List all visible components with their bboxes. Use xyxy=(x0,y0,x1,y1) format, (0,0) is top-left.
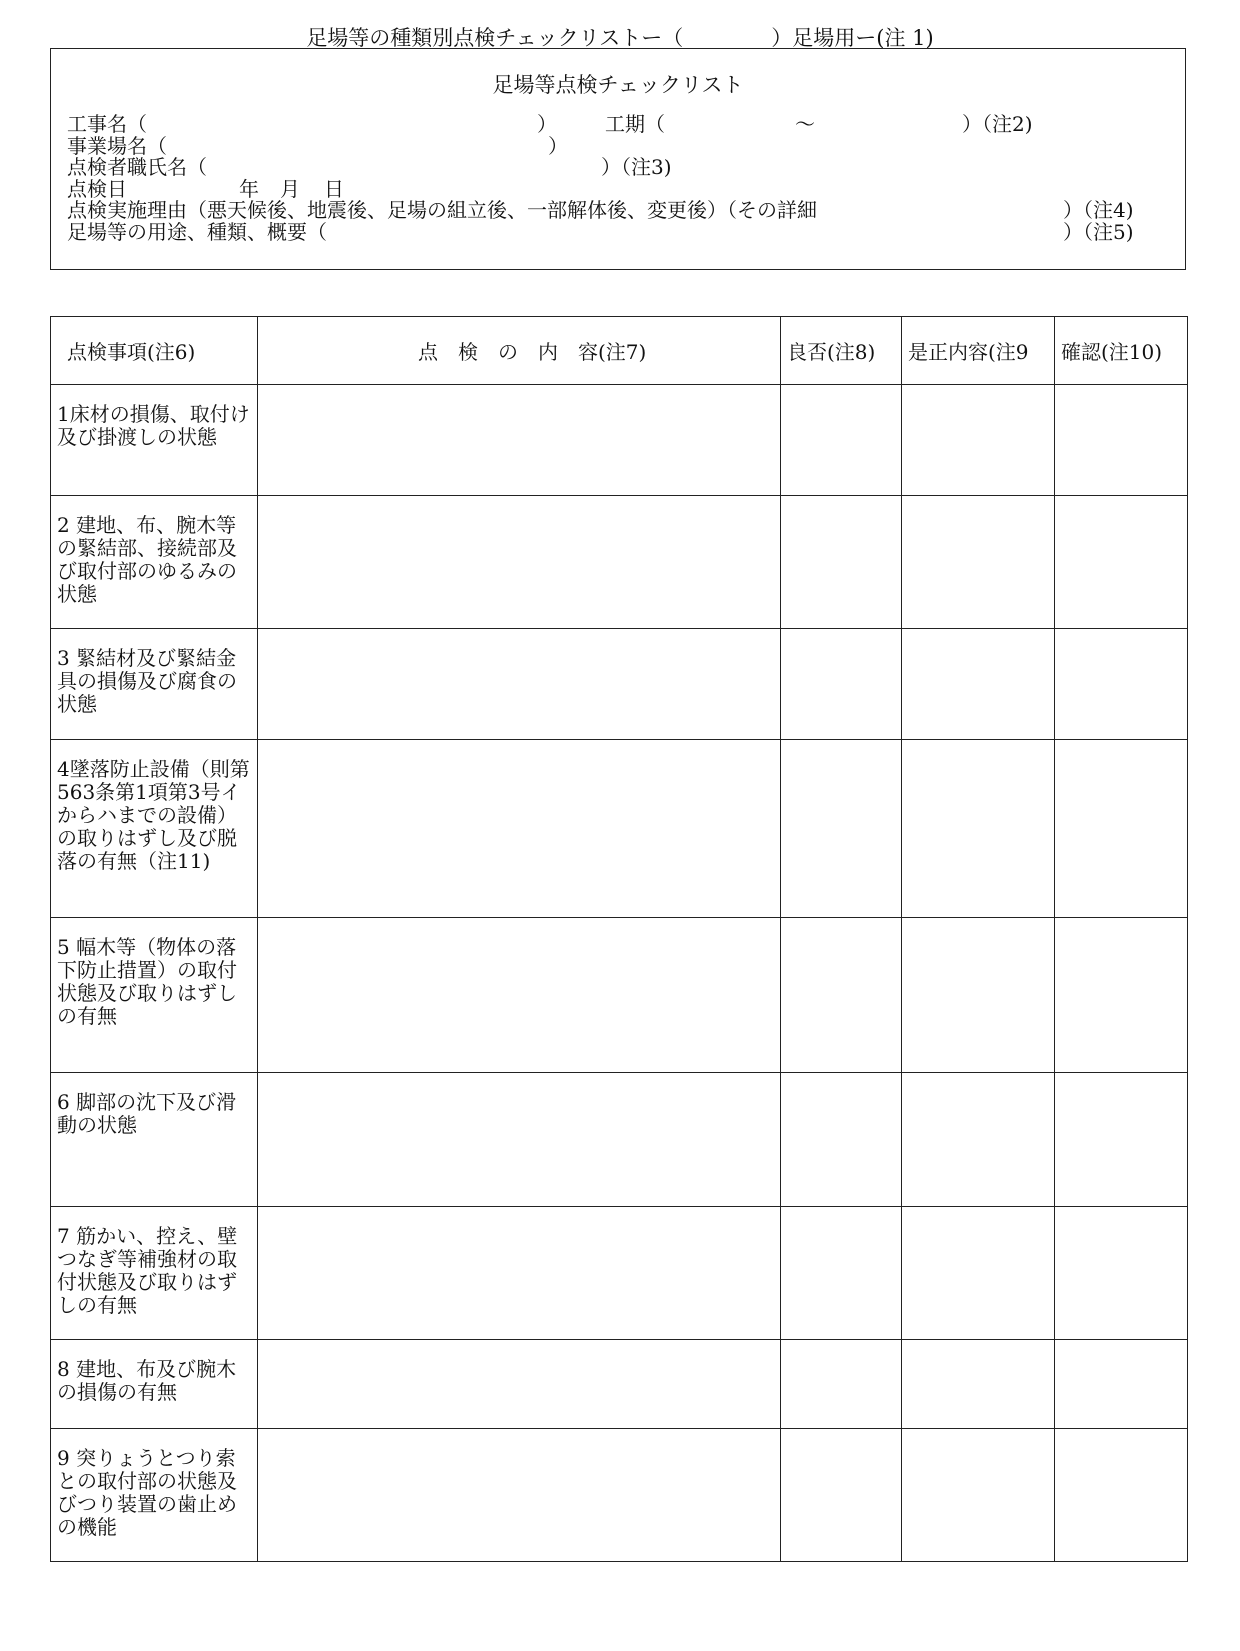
item-cell xyxy=(51,1340,258,1429)
item-cell xyxy=(51,1073,258,1207)
result-cell[interactable] xyxy=(781,1429,902,1562)
period-close: ）（注2) xyxy=(962,112,1033,136)
date-month: 月 xyxy=(280,177,300,201)
correction-cell[interactable] xyxy=(902,1207,1055,1340)
inspection-date-label: 点検日 xyxy=(67,177,127,201)
table-row xyxy=(51,385,1188,496)
result-cell[interactable] xyxy=(781,385,902,496)
result-cell[interactable] xyxy=(781,1340,902,1429)
result-cell[interactable] xyxy=(781,918,902,1073)
item-label: 5 幅木等（物体の落下防止措置）の取付状態及び取りはずしの有無 xyxy=(57,935,237,1028)
result-cell[interactable] xyxy=(781,629,902,740)
checklist-header-box xyxy=(50,48,1186,270)
content-cell[interactable] xyxy=(258,918,781,1073)
item-label: 6 脚部の沈下及び滑動の状態 xyxy=(57,1090,237,1137)
item-cell xyxy=(51,740,258,918)
scaffold-usage-label: 足場等の用途、種類、概要（ xyxy=(67,220,327,244)
confirm-cell[interactable] xyxy=(1055,1073,1188,1207)
item-label: 4墜落防止設備（則第563条第1項第3号イからハまでの設備）の取りはずし及び脱落の有無（注11) xyxy=(57,757,250,873)
correction-cell[interactable] xyxy=(902,1429,1055,1562)
construction-name-label: 工事名（ xyxy=(67,112,147,136)
table-row xyxy=(51,1340,1188,1429)
result-cell[interactable] xyxy=(781,1073,902,1207)
header-result: 良否(注8) xyxy=(781,317,902,385)
content-cell[interactable] xyxy=(258,1340,781,1429)
inspector-label: 点検者職氏名（ xyxy=(67,155,207,179)
header-inspection-content xyxy=(258,317,781,385)
site-name-close: ） xyxy=(548,134,568,158)
confirm-cell[interactable] xyxy=(1055,629,1188,740)
header-inspection-item: 点検事項(注6) xyxy=(51,317,258,385)
table-row xyxy=(51,918,1188,1073)
confirm-cell[interactable] xyxy=(1055,1207,1188,1340)
result-cell[interactable] xyxy=(781,740,902,918)
item-cell xyxy=(51,629,258,740)
inspector-close: ）（注3) xyxy=(601,155,672,179)
item-label: 1床材の損傷、取付け及び掛渡しの状態 xyxy=(57,402,250,449)
confirm-cell[interactable] xyxy=(1055,918,1188,1073)
header-correction: 是正内容(注9 xyxy=(902,317,1055,385)
content-cell[interactable] xyxy=(258,496,781,629)
header-inspection-content-text: 点 検 の 内 容(注7) xyxy=(418,340,647,364)
period-label: 工期（ xyxy=(605,112,665,136)
table-row xyxy=(51,1429,1188,1562)
period-tilde: 〜 xyxy=(795,112,815,136)
site-name-label: 事業場名（ xyxy=(67,134,167,158)
item-label: 3 緊結材及び緊結金具の損傷及び腐食の状態 xyxy=(57,646,237,716)
item-label: 7 筋かい、控え、壁つなぎ等補強材の取付状態及び取りはずしの有無 xyxy=(57,1224,238,1317)
content-cell[interactable] xyxy=(258,1429,781,1562)
construction-name-close: ） xyxy=(537,112,557,136)
correction-cell[interactable] xyxy=(902,918,1055,1073)
box-title: 足場等点検チェックリスト xyxy=(492,73,744,97)
item-cell xyxy=(51,385,258,496)
correction-cell[interactable] xyxy=(902,1340,1055,1429)
header-confirmation: 確認(注10) xyxy=(1055,317,1188,385)
correction-cell[interactable] xyxy=(902,740,1055,918)
table-row xyxy=(51,1073,1188,1207)
inspection-reason-label: 点検実施理由（悪天候後、地震後、足場の組立後、一部解体後、変更後）（その詳細 xyxy=(67,198,817,222)
date-year: 年 xyxy=(239,177,259,201)
item-label: 9 突りょうとつり索との取付部の状態及びつり装置の歯止めの機能 xyxy=(57,1446,237,1539)
correction-cell[interactable] xyxy=(902,1073,1055,1207)
confirm-cell[interactable] xyxy=(1055,496,1188,629)
inspection-reason-close: ）（注4) xyxy=(1063,198,1134,222)
item-cell xyxy=(51,1429,258,1562)
confirm-cell[interactable] xyxy=(1055,1429,1188,1562)
item-cell xyxy=(51,496,258,629)
date-day: 日 xyxy=(324,177,344,201)
confirm-cell[interactable] xyxy=(1055,1340,1188,1429)
document-title-suffix: ）足場用ー(注 1) xyxy=(771,26,934,50)
result-cell[interactable] xyxy=(781,1207,902,1340)
confirm-cell[interactable] xyxy=(1055,385,1188,496)
content-cell[interactable] xyxy=(258,1073,781,1207)
content-cell[interactable] xyxy=(258,740,781,918)
table-row xyxy=(51,1207,1188,1340)
item-label: 2 建地、布、腕木等の緊結部、接続部及び取付部のゆるみの状態 xyxy=(57,513,237,606)
correction-cell[interactable] xyxy=(902,496,1055,629)
content-cell[interactable] xyxy=(258,385,781,496)
table-row xyxy=(51,496,1188,629)
item-cell xyxy=(51,1207,258,1340)
correction-cell[interactable] xyxy=(902,385,1055,496)
result-cell[interactable] xyxy=(781,496,902,629)
content-cell[interactable] xyxy=(258,629,781,740)
content-cell[interactable] xyxy=(258,1207,781,1340)
confirm-cell[interactable] xyxy=(1055,740,1188,918)
correction-cell[interactable] xyxy=(902,629,1055,740)
document-title-prefix: 足場等の種類別点検チェックリストー（ xyxy=(306,26,684,50)
item-cell xyxy=(51,918,258,1073)
scaffold-usage-close: ）（注5) xyxy=(1063,220,1134,244)
table-header-row xyxy=(51,317,1188,385)
table-row xyxy=(51,740,1188,918)
item-label: 8 建地、布及び腕木の損傷の有無 xyxy=(57,1357,237,1404)
inspection-table xyxy=(50,316,1188,1562)
table-row xyxy=(51,629,1188,740)
